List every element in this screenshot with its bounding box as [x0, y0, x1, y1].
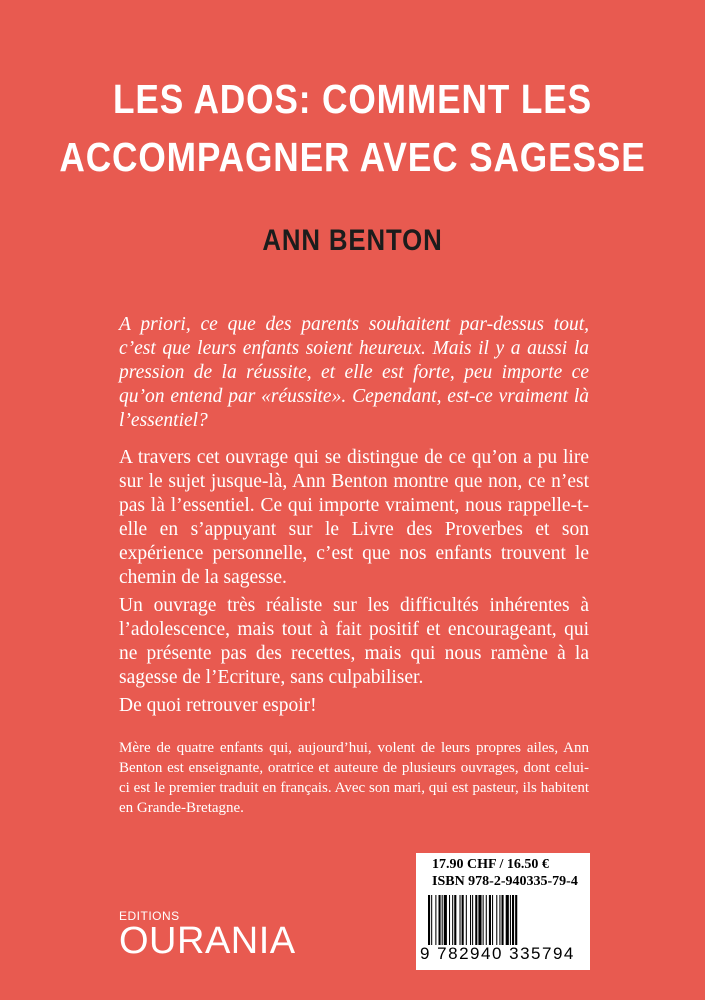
publisher-logo-small: EDITIONS: [119, 909, 180, 923]
publisher-logo: [119, 910, 296, 960]
barcode: [428, 895, 580, 945]
book-title: [49, 70, 655, 186]
isbn-label: ISBN 978-2-940335-79-4: [432, 874, 578, 889]
title-line-2: ACCOMPAGNER AVEC SAGESSE: [59, 134, 646, 180]
barcode-digits: 9 782940 335794: [420, 944, 575, 963]
author-name: ANN BENTON: [262, 224, 443, 257]
author-bio: Mère de quatre enfants qui, aujourd’hui, volent de leurs propres ailes, Ann Benton est enseignante, oratrice et auteure de plusieurs ouvrages, dont celui-ci est le premier traduit en français. Avec son mari, qui est pasteur, ils habitent en Grande-Bretagne.: [119, 740, 589, 816]
price-label: 17.90 CHF / 16.50 €: [432, 857, 549, 872]
publisher-logo-big: OURANIA: [119, 920, 296, 962]
description-paragraph-3: De quoi retrouver espoir!: [119, 695, 317, 716]
price-barcode-box: [416, 853, 590, 970]
intro-paragraph: A priori, ce que des parents souhaitent par-dessus tout, c’est que leurs enfants soient heureux. Mais il y a aussi la pression de la réussite, et elle est forte, peu importe ce qu’on entend par «réussite». Cependant, est-ce vraiment là l’essentiel?: [119, 314, 589, 431]
description-paragraph-1: A travers cet ouvrage qui se distingue de ce qu’on a pu lire sur le sujet jusque-là, Ann Benton montre que non, ce n’est pas là l’essentiel. Ce qui importe vraiment, nous rappelle-t-elle en s’appuyant sur le Livre des Proverbes et son expérience personnelle, c’est que nos enfants trouvent le chemin de la sagesse.: [119, 447, 589, 588]
description-paragraph-2: Un ouvrage très réaliste sur les difficultés inhérentes à l’adolescence, mais tout à fait positif et encourageant, qui ne présente pas des recettes, mais qui nous ramène à la sagesse de l’Ecriture, sans culpabiliser.: [119, 595, 589, 688]
title-line-1: LES ADOS: COMMENT LES: [112, 76, 593, 122]
